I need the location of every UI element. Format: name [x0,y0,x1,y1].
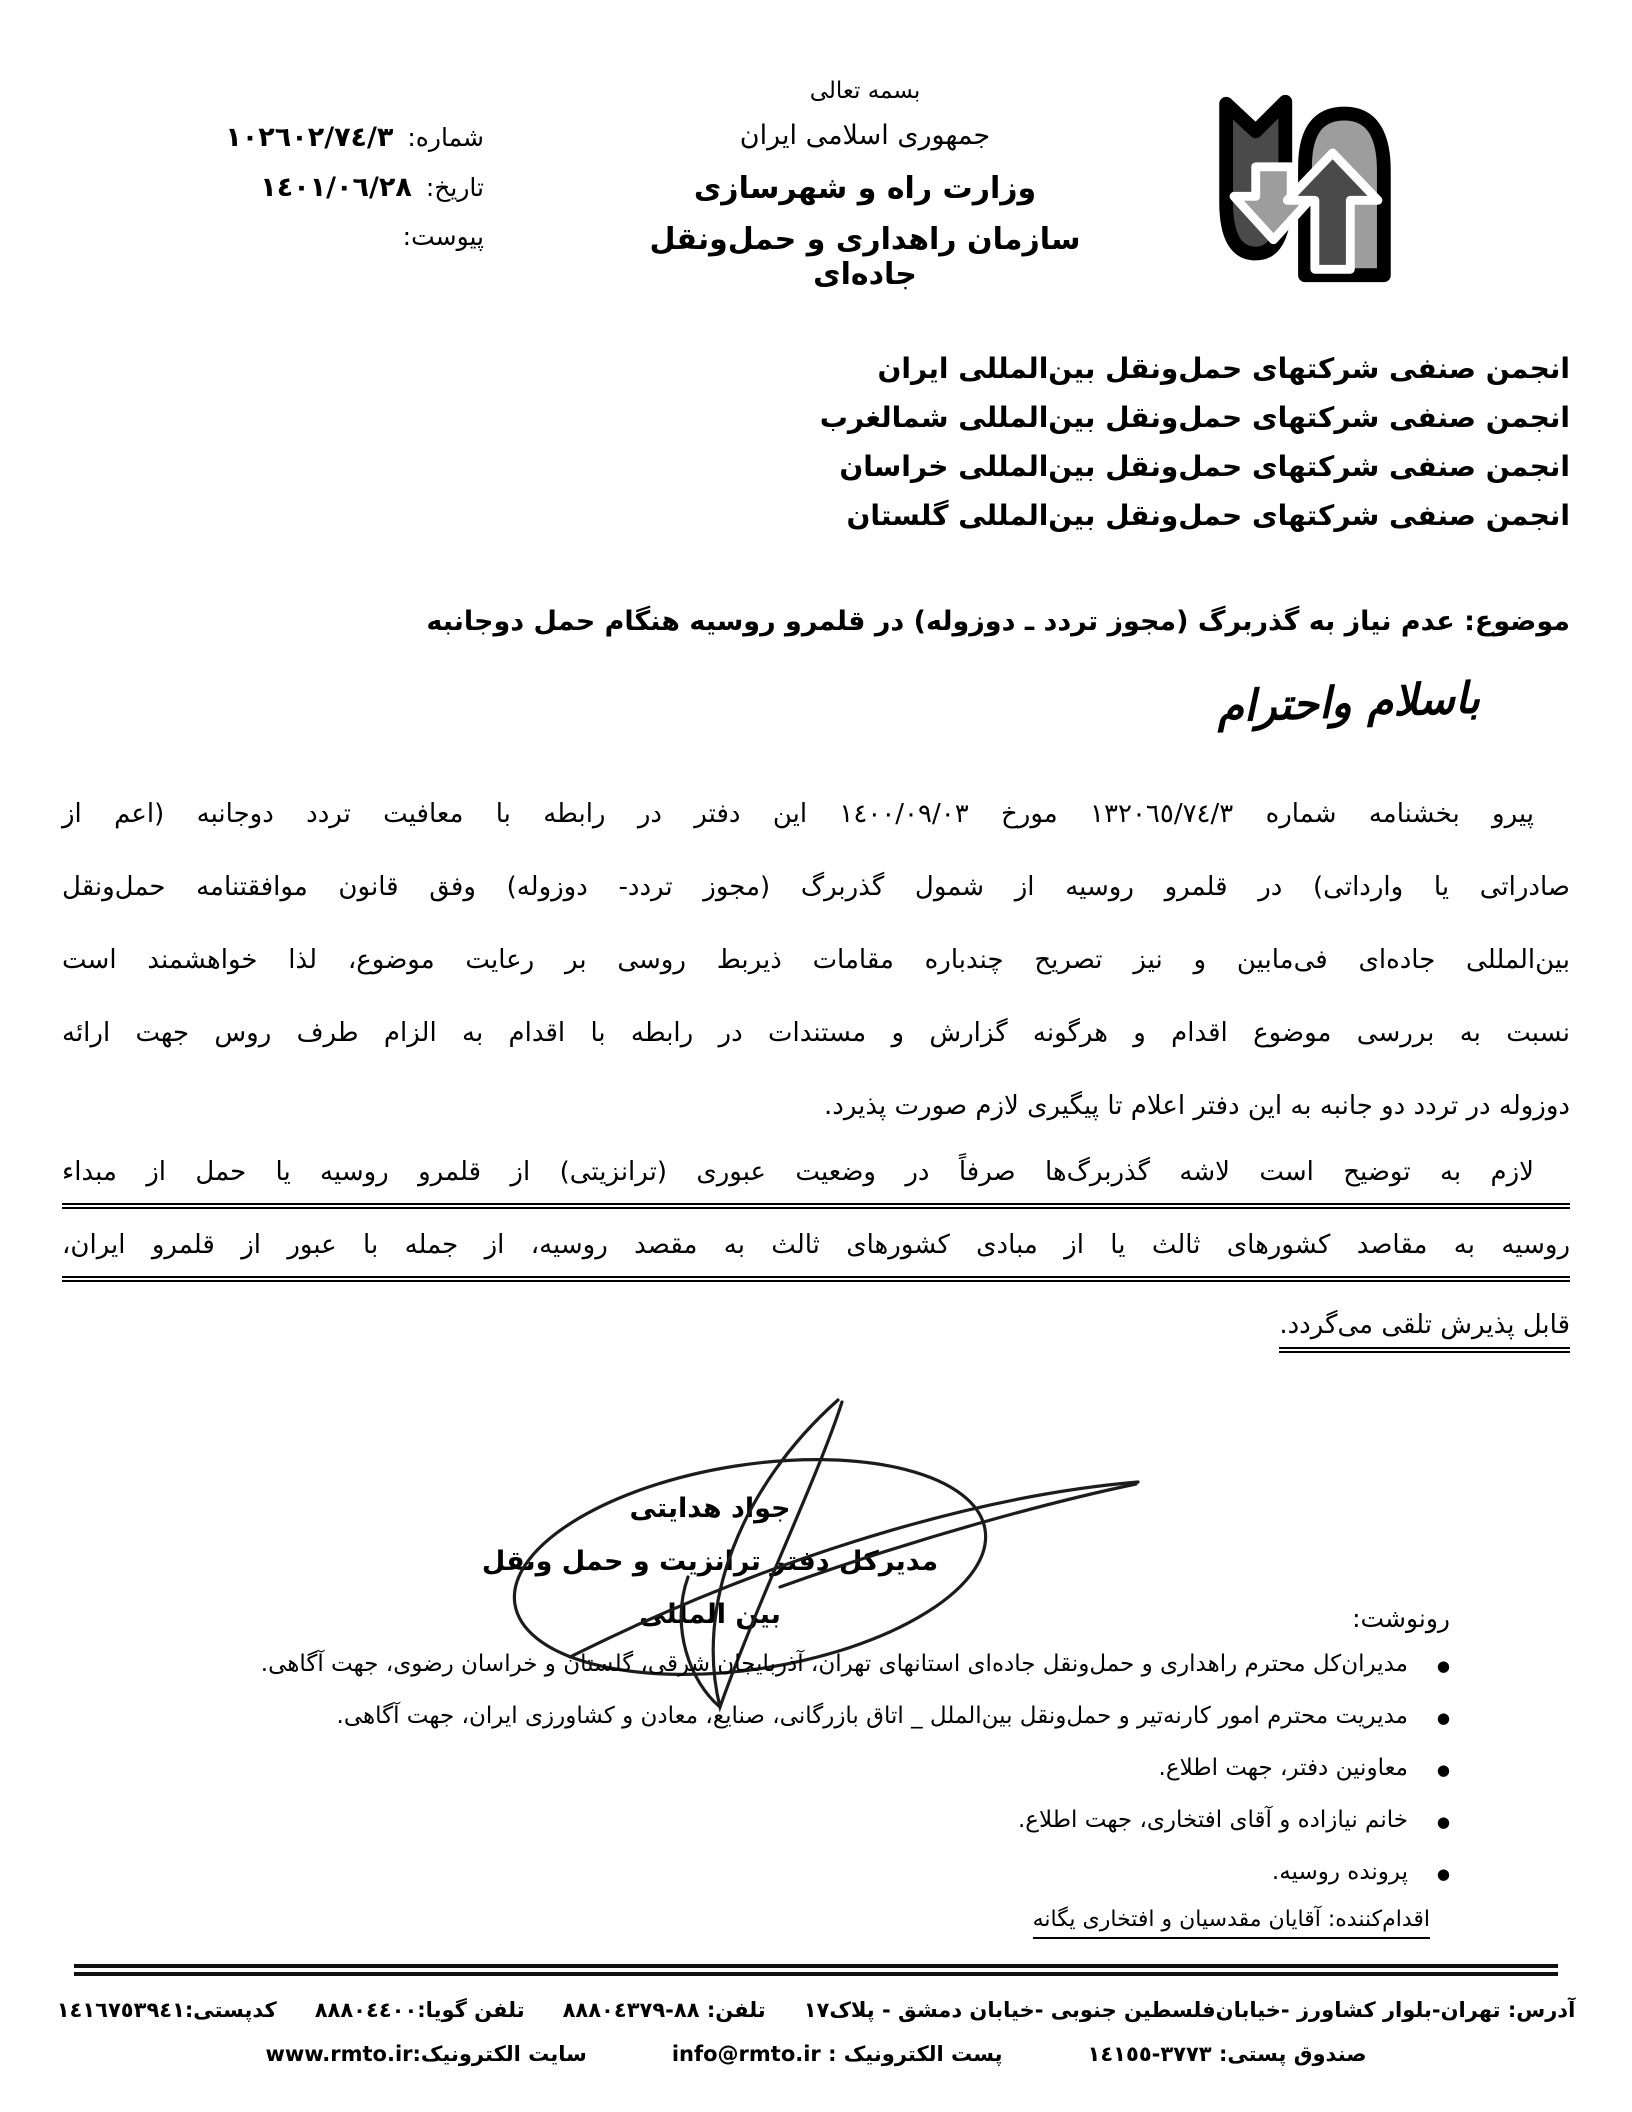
footer-phone: تلفن: ٨٨-٨٨٨٠٤٣٧٩ [562,1998,766,2022]
recipient-line: انجمن صنفی شرکتهای حمل‌ونقل بین‌المللی ایران [877,352,1570,385]
letter-date-row [112,172,484,203]
action-by-line [252,1907,1430,1932]
footer-email: پست الکترونیک : info@rmto.ir [671,2042,1003,2066]
republic-title: جمهوری اسلامی ایران [739,120,991,151]
salutation-script: باسلام واحترام [1216,673,1481,733]
body-line-underlined: روسیه به مقاصد کشورهای ثالث یا از مبادی کشورهای ثالث به مقصد روسیه، از جمله با عبور از قلمرو ایران، [62,1220,1570,1282]
cc-item: ● معاونین دفتر، جهت اطلاع. [252,1751,1450,1785]
body-line-underlined [62,1293,1570,1366]
footer-voice-phone: تلفن گویا:٨٨٨٠٤٤٠٠ [314,1998,525,2022]
subject-line: موضوع: عدم نیاز به گذربرگ (مجوز تردد ـ دوزوله) در قلمرو روسیه هنگام حمل دوجانبه [426,606,1570,637]
recipient-line: انجمن صنفی شرکتهای حمل‌ونقل بین‌المللی شمالغرب [819,401,1570,434]
letter-number-value: ١٠٢٦٠٢/٧٤/٣ [225,122,394,153]
letter-date-label: تاریخ: [425,173,484,202]
letter-body [62,782,1570,1366]
rmto-swap-arrows-logo-icon [1185,84,1425,289]
recipient-line: انجمن صنفی شرکتهای حمل‌ونقل بین‌المللی گلستان [846,499,1570,532]
signer-title-line1: مدیرکل دفتر ترانزیت و حمل ونقل [481,1546,939,1577]
body-line: نسبت به بررسی موضوع اقدام و هرگونه گزارش و مستندات در رابطه با اقدام به الزام طرف روس جهت ارائه [62,1018,1570,1048]
action-by-text: اقدام‌کننده: آقایان مقدسیان و افتخاری یگانه [1033,1907,1430,1939]
letter-attachment-label: پیوست: [402,222,484,251]
letter-meta-block [112,122,484,270]
recipients-block [820,344,1570,540]
letter-attachment-row [112,222,484,251]
body-line: بین‌المللی جاده‌ای فی‌مابین و نیز تصریح چندباره مقامات ذیربط روسی بر رعایت موضوع، لذا خواهشمند است [62,945,1570,975]
body-line-underlined: لازم به توضیح است لاشه گذربرگ‌ها صرفاً در وضعیت عبوری (ترانزیتی) از قلمرو روسیه یا حمل از مبداء [62,1147,1570,1209]
letter-date-value: ١٤٠١/٠٦/٢٨ [260,172,412,203]
footer-web-line [40,2042,1592,2066]
letter-number-label: شماره: [407,123,484,152]
footer-po-box: صندوق پستی: ٣٧٧٣-١٤١٥٥ [1087,2042,1367,2066]
cc-item: ● پرونده روسیه. [252,1855,1450,1889]
letter-number-row [112,122,484,153]
footer-postal-code: کدپستی:١٤١٦٧٥٣٩٤١ [56,1998,277,2022]
footer-address: آدرس: تهران-بلوار کشاورز -خیابان‌فلسطین جنوبی -خیابان دمشق - پلاک١٧ [803,1998,1576,2022]
body-line: پیرو بخشنامه شماره ١٣٢٠٦٥/٧٤/٣ مورخ ١٤٠٠/٠٩/٠٣ این دفتر در رابطه با معافیت تردد دوجانبه (اعم از [62,799,1534,829]
bismillah-text: بسمه تعالی [809,78,921,104]
organization-title: سازمان راهداری و حمل‌ونقل جاده‌ای [649,222,1081,292]
cc-item: ● مدیران‌کل محترم راهداری و حمل‌ونقل جاده‌ای استانهای تهران، آذربایجان شرقی، گلستان و خراسان رضوی، جهت آگاهی. [252,1647,1450,1681]
cc-item: ● خانم نیازاده و آقای افتخاری، جهت اطلاع. [252,1803,1450,1837]
ministry-title: وزارت راه و شهرسازی [693,171,1037,206]
signer-name: جواد هدایتی [629,1493,791,1524]
letterhead-titles [600,78,1130,292]
recipient-line: انجمن صنفی شرکتهای حمل‌ونقل بین‌المللی خراسان [839,450,1570,483]
body-line: صادراتی یا وارداتی) در قلمرو روسیه از شمول گذربرگ (مجوز تردد- دوزوله) وفق قانون موافقتنامه حمل‌ونقل [62,872,1570,902]
footer-divider [74,1964,1558,1976]
footer-website: سایت الکترونیک:www.rmto.ir [265,2042,587,2066]
body-line: دوزوله در تردد دو جانبه به این دفتر اعلام تا پیگیری لازم صورت پذیرد. [823,1091,1570,1121]
cc-label: رونوشت: [1352,1604,1450,1633]
underlined-conclusion: قابل پذیرش تلقی می‌گردد. [1279,1310,1570,1353]
footer-contact-line [40,1998,1592,2022]
cc-block [252,1604,1562,1932]
signer-title-line2: بین المللی [639,1599,781,1630]
cc-item: ● مدیریت محترم امور کارنه‌تیر و حمل‌ونقل بین‌الملل _ اتاق بازرگانی، صنایع، معادن و کشاورزی ایران، جهت آگاهی. [252,1699,1450,1733]
